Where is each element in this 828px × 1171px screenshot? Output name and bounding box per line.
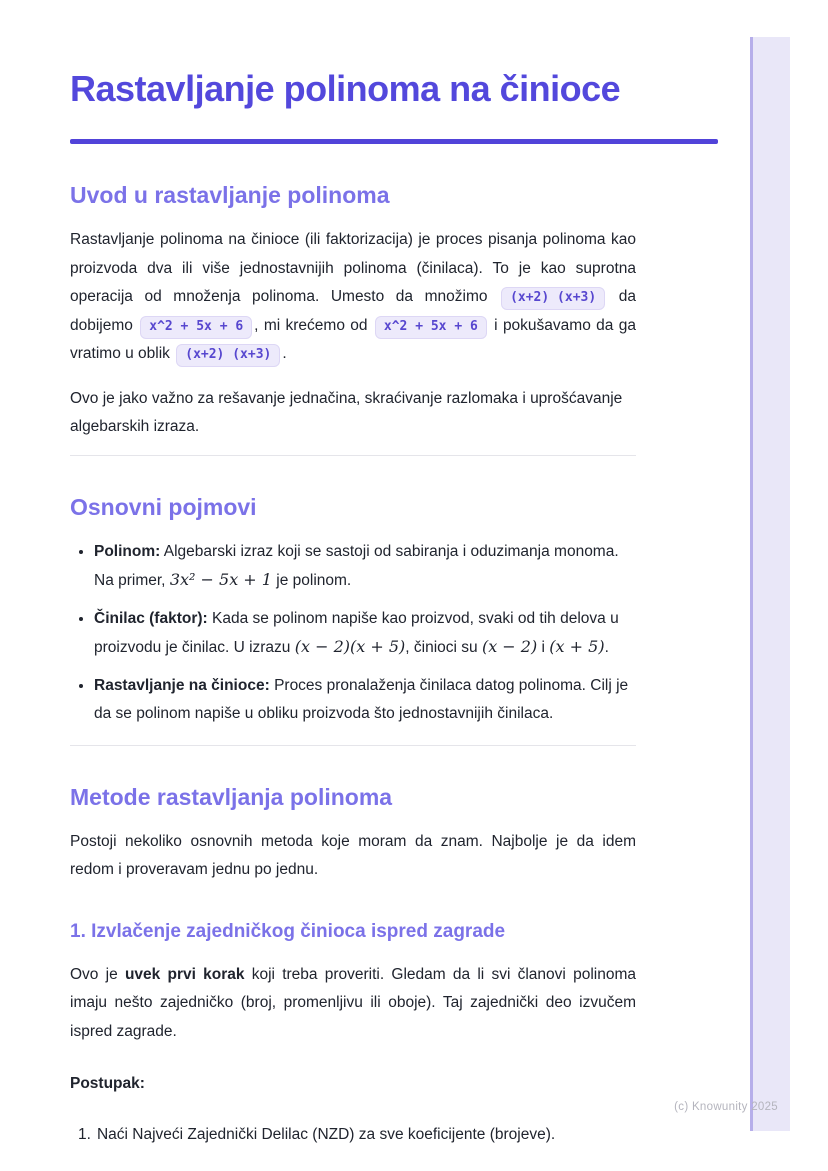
text-segment: i [541,639,545,656]
math-expression: (x + 5) [549,637,605,656]
list-item [94,605,636,663]
text-segment: je polinom. [276,572,352,589]
section-heading-pojmovi: Osnovni pojmovi [70,493,257,520]
terms-list [70,538,636,729]
math-expression: 3x² − 5x + 1 [169,570,272,589]
term-label: Rastavljanje na činioce: [94,676,270,694]
term-label: Polinom: [94,542,161,560]
term-label: Činilac (faktor): [94,609,208,627]
izvlacenje-paragraph-1 [70,961,636,1047]
text-segment: Ovo je [70,965,118,983]
page-edge-accent-bar [750,37,790,1131]
list-item [94,538,636,596]
intro-paragraph-2: Ovo je jako važno za rešavanje jednačina, skraćivanje razlomaka i uprošćavanje algebarskih izraza. [70,389,623,435]
steps-list [70,1121,636,1150]
text-segment: Kada se polinom napiše kao proizvod, svaki od tih delova u proizvodu je činilac. U izrazu [94,609,619,656]
step-number: 1. [78,1125,91,1143]
metode-paragraph-1: Postoji nekoliko osnovnih metoda koje moram da znam. Najbolje je da idem redom i proveravam jednu po jednu. [70,832,636,878]
text-segment: . [282,345,287,362]
section-heading-metode: Metode rastavljanja polinoma [70,783,393,810]
section-divider [70,745,636,746]
intro-paragraph-1 [70,226,636,369]
inline-code-chip: (x+2) (x+3) [501,287,605,310]
document-content [70,0,636,1149]
text-segment: da dobijemo [70,288,636,334]
text-segment: koji treba proveriti. Gledam da li svi članovi polinoma imaju nešto zajedničko (broj, promenljivu ili oboje). Taj zajednički deo izvučem ispred zagrade. [70,965,636,1040]
subsection-heading-izvlacenje: 1. Izvlačenje zajedničkog činioca ispred zagrade [70,920,506,942]
list-item [78,1121,636,1150]
bold-segment: uvek prvi korak [124,965,245,983]
section-divider [70,455,636,456]
math-expression: (x − 2)(x + 5) [294,637,406,656]
inline-code-chip: x^2 + 5x + 6 [140,316,252,339]
text-segment: , mi krećemo od [254,316,368,334]
list-item [94,672,636,729]
inline-code-chip: x^2 + 5x + 6 [375,316,487,339]
text-segment: , činioci su [405,639,478,656]
text-segment: . [604,639,609,656]
title-underline-rule [70,139,718,144]
math-expression: (x − 2) [481,637,538,656]
watermark: (c) Knowunity 2025 [674,1101,778,1113]
postupak-label: Postupak: [70,1075,145,1092]
step-text: Naći Najveći Zajednički Delilac (NZD) za sve koeficijente (brojeve). [96,1125,556,1143]
text-segment: Rastavljanje polinoma na činioce (ili faktorizacija) je proces pisanja polinoma kao proizvoda dva ili više jednostavnijih polinoma (činilaca). To je kao suprotna operacija od množenja polinoma. Umesto da množimo [70,231,636,305]
text-segment: Algebarski izraz koji se sastoji od sabiranja i oduzimanja monoma. Na primer, [94,542,619,589]
text-segment: Proces pronalaženja činilaca datog polinoma. Cilj je da se polinom napiše u obliku proizvoda što jednostavnijih činilaca. [94,676,629,722]
section-heading-uvod: Uvod u rastavljanje polinoma [70,182,390,208]
inline-code-chip: (x+2) (x+3) [176,344,280,367]
page-title: Rastavljanje polinoma na činioce [70,68,621,109]
text-segment: i pokušavamo da ga vratimo u oblik [70,316,636,362]
